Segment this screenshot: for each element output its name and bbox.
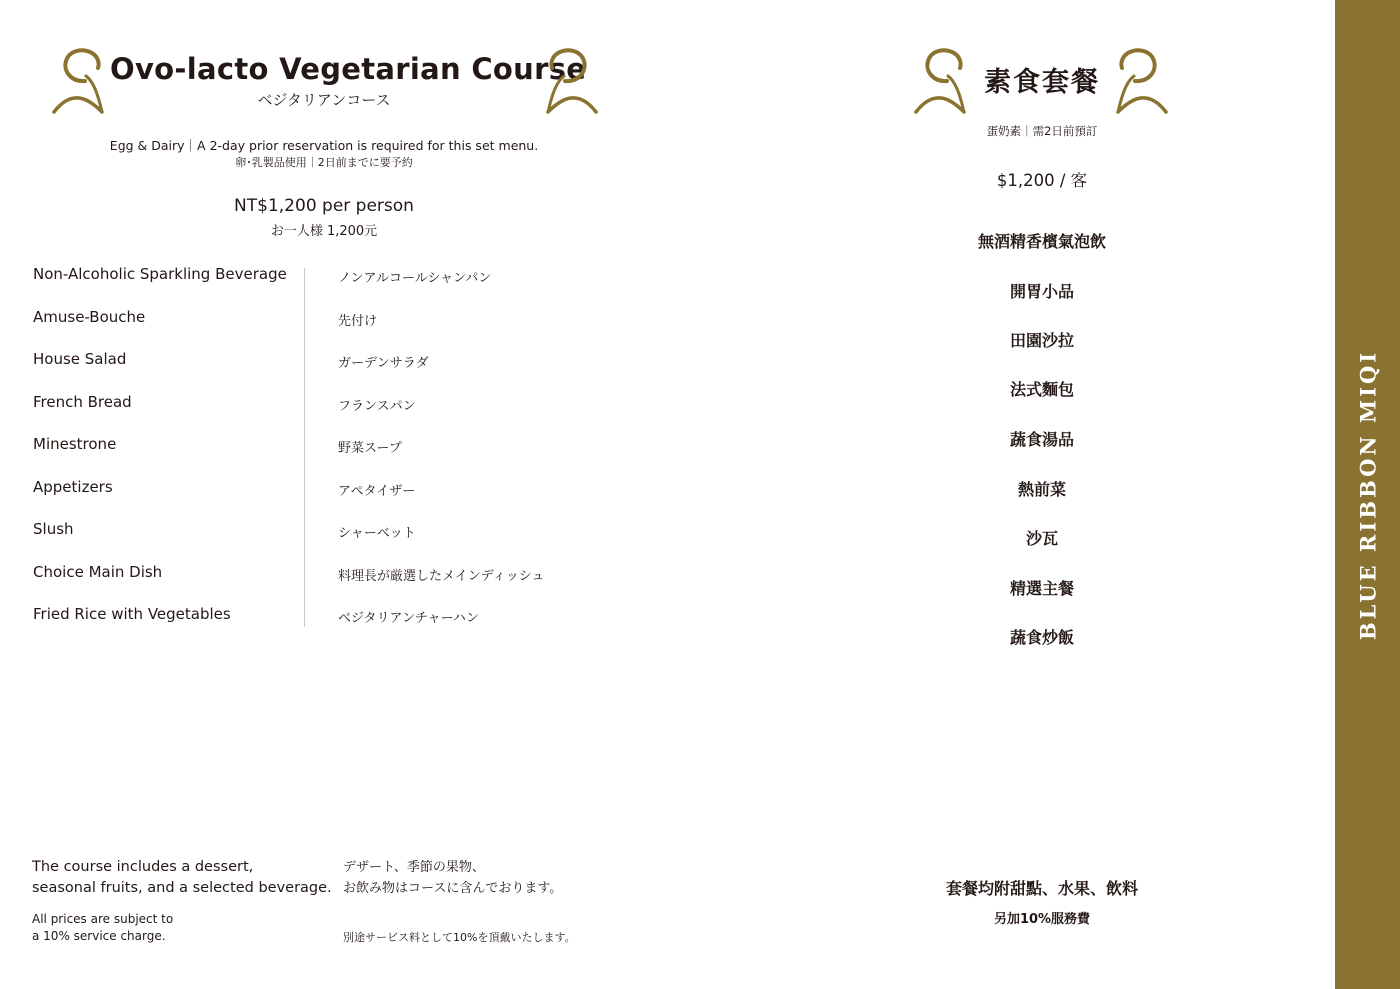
page-subtitle-ja: ベジタリアンコース (257, 91, 391, 109)
course-item-ja: 料理長が厳選したメインディッシュ (338, 569, 545, 584)
course-item-zh: 熱前菜 (1017, 480, 1066, 499)
course-item-ja: ベジタリアンチャーハン (338, 611, 479, 626)
brand-sidebar (1335, 0, 1400, 989)
course-item-zh: 法式麵包 (1009, 380, 1074, 399)
course-item-en: Non-Alcoholic Sparkling Beverage (33, 265, 287, 283)
course-item-ja: シャーベット (338, 526, 416, 541)
reservation-note-zh: 蛋奶素｜需2日前預訂 (986, 124, 1098, 138)
course-item-ja: 先付け (338, 314, 378, 329)
course-item-zh: 無酒精香檳氣泡飲 (977, 232, 1106, 251)
course-item-zh: 蔬食炒飯 (1009, 628, 1074, 647)
course-item-en: House Salad (33, 350, 127, 368)
course-item-zh: 蔬食湯品 (1009, 430, 1074, 449)
course-item-zh: 田園沙拉 (1009, 331, 1074, 350)
footer-service-zh: 另加10%服務費 (993, 912, 1091, 927)
footer-includes-en-line1: The course includes a dessert, (32, 859, 254, 875)
course-item-ja: フランスパン (338, 399, 416, 414)
course-item-ja: 野菜スープ (338, 441, 402, 456)
reservation-note-en: Egg & Dairy｜A 2-day prior reservation is required for this set menu. (109, 138, 539, 153)
footer-includes-zh: 套餐均附甜點、水果、飲料 (945, 879, 1138, 898)
course-item-ja: ノンアルコールシャンパン (338, 271, 492, 286)
footer-service-ja: 別途サービス料として10%を頂戴いたします。 (343, 931, 576, 944)
course-item-zh: 沙瓦 (1025, 529, 1058, 548)
page-title-zh: 素食套餐 (984, 67, 1100, 98)
price-ja: お一人様 1,200元 (270, 224, 378, 239)
course-item-ja: ガーデンサラダ (338, 356, 429, 371)
course-item-zh: 開胃小品 (1009, 282, 1074, 301)
footer-includes-ja-line2: お飲み物はコースに含んでおります。 (343, 881, 563, 896)
reservation-note-ja: 卵･乳製品使用｜2日前までに要予約 (235, 156, 413, 169)
course-item-en: Choice Main Dish (33, 563, 163, 581)
menu-divider (304, 268, 305, 627)
footer-service-en-line2: a 10% service charge. (32, 929, 166, 943)
footer-includes-en-line2: seasonal fruits, and a selected beverage. (32, 880, 332, 896)
course-item-en: Fried Rice with Vegetables (33, 605, 231, 623)
price-zh: $1,200 / 客 (996, 171, 1088, 190)
course-item-en: Amuse-Bouche (33, 308, 146, 326)
course-item-en: Slush (33, 520, 74, 538)
course-item-en: Appetizers (33, 478, 113, 496)
page-title-en: Ovo-lacto Vegetarian Course (110, 52, 587, 86)
ornament-left-icon (50, 46, 110, 116)
footer-includes-ja-line1: デザート、季節の果物、 (343, 860, 485, 875)
ornament-right-icon (540, 46, 600, 116)
ornament-right-icon (1110, 46, 1170, 116)
course-item-en: French Bread (33, 393, 132, 411)
course-item-en: Minestrone (33, 435, 117, 453)
course-item-ja: アペタイザー (338, 484, 416, 499)
footer-service-en-line1: All prices are subject to (32, 912, 174, 926)
course-item-zh: 精選主餐 (1009, 579, 1074, 598)
price-en: NT$1,200 per person (234, 196, 414, 216)
brand-name: BLUE RIBBON MIQI (1355, 349, 1380, 640)
